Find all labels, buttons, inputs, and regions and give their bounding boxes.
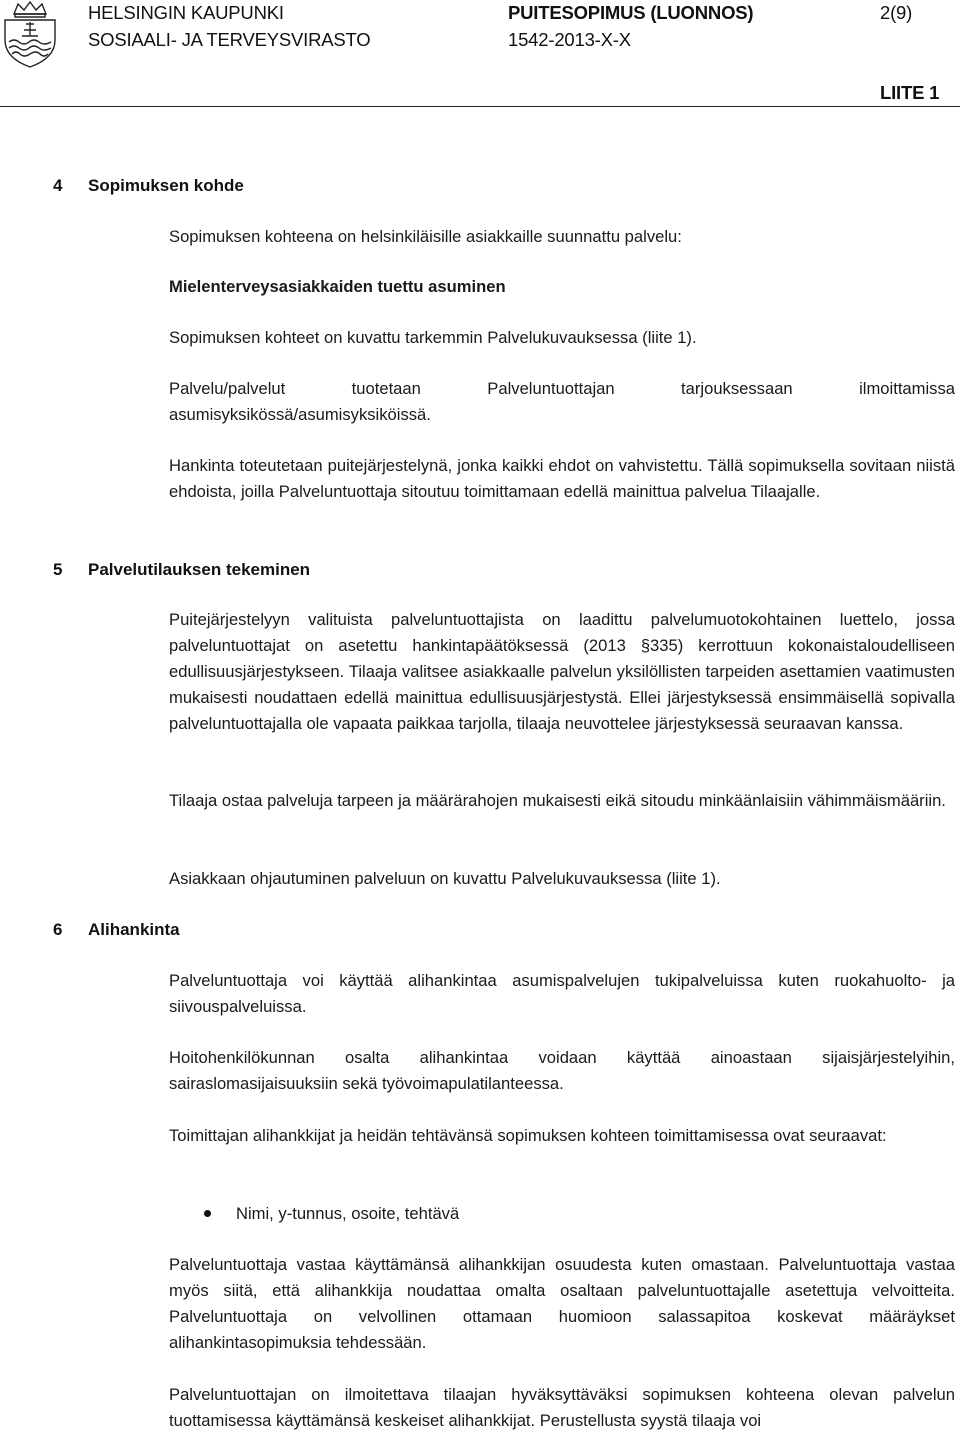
paragraph: Sopimuksen kohteet on kuvattu tarkemmin Palvelukuvauksessa (liite 1).: [169, 328, 697, 347]
paragraph: Tilaaja ostaa palveluja tarpeen ja määrärahojen mukaisesti eikä sitoudu minkäänlaisiin vähimmäismääriin.: [169, 791, 946, 810]
paragraph: Toimittajan alihankkijat ja heidän tehtävänsä sopimuksen kohteen toimittamisessa ovat seuraavat:: [169, 1126, 887, 1145]
page-number: 2(9): [880, 2, 913, 23]
paragraph: Sopimuksen kohteena on helsinkiläisille asiakkaille suunnattu palvelu:: [169, 227, 682, 246]
section-title: Palvelutilauksen tekeminen: [88, 560, 311, 579]
helsinki-coat-of-arms-logo: [0, 0, 60, 68]
header-org-line1: HELSINGIN KAUPUNKI: [88, 2, 284, 23]
section-title: Alihankinta: [88, 920, 180, 939]
paragraph: Puitejärjestelyyn valituista palveluntuottajista on laadittu palvelumuotokohtainen luettelo, jossa palveluntuottajat on asetettu hankintapäätöksessä (2013 §335) kerrottuun kokonaistaloudelliseen edullisuusjärjestykseen. Tilaaja valitsee asiakkaalle palvelun yksilöllisten tarpeiden asettamien vaatimusten mukaisesti noudattaen edellä mainittua edullisuusjärjestystä. Ellei järjestyksessä ensimmäisellä sopivalla palveluntuottajalla ole vapaata paikkaa tarjolla, tilaaja neuvottelee järjestyksessä seuraavan kanssa.: [169, 610, 955, 733]
service-name: Mielenterveysasiakkaiden tuettu asuminen: [169, 277, 506, 296]
appendix-label: LIITE 1: [880, 82, 940, 103]
section-number: 4: [53, 176, 63, 195]
bullet-item: Nimi, y-tunnus, osoite, tehtävä: [236, 1204, 460, 1223]
paragraph: Asiakkaan ohjautuminen palveluun on kuvattu Palvelukuvauksessa (liite 1).: [169, 869, 721, 888]
paragraph: Hoitohenkilökunnan osalta alihankintaa voidaan käyttää ainoastaan sijaisjärjestelyihin, sairaslomasijaisuuksiin sekä työvoimapulatilanteessa.: [169, 1048, 955, 1093]
document-number: 1542-2013-X-X: [508, 29, 631, 50]
section-title: Sopimuksen kohde: [88, 176, 244, 195]
paragraph: Palveluntuottaja vastaa käyttämänsä alihankkijan osuudesta kuten omastaan. Palveluntuottaja vastaa myös siitä, että alihankkija noudattaa omalta osaltaan palveluntuottajalle asetettuja velvoitteita. Palveluntuottaja on velvollinen ottamaan huomioon salassapitoa koskevat määräykset alihankintasopimuksia tehdessään.: [169, 1255, 955, 1352]
bullet-icon: [204, 1210, 211, 1217]
paragraph: Hankinta toteutetaan puitejärjestelynä, jonka kaikki ehdot on vahvistettu. Tällä sopimuksella sovitaan niistä ehdoista, joilla Palveluntuottaja sitoutuu toimittamaan edellä mainittua palvelua Tilaajalle.: [169, 456, 955, 501]
paragraph: Palveluntuottaja voi käyttää alihankintaa asumispalvelujen tukipalveluissa kuten ruokahuolto- ja siivouspalveluissa.: [169, 971, 955, 1016]
section-number: 5: [53, 560, 63, 579]
header-org-line2: SOSIAALI- JA TERVEYSVIRASTO: [88, 29, 371, 50]
document-title: PUITESOPIMUS (LUONNOS): [508, 2, 754, 23]
header-divider: [0, 106, 960, 107]
paragraph: Palveluntuottajan on ilmoitettava tilaajan hyväksyttäväksi sopimuksen kohteena olevan palvelun tuottamisessa käyttämänsä keskeiset alihankkijat. Perustellusta syystä tilaaja voi: [169, 1385, 955, 1430]
section-number: 6: [53, 920, 63, 939]
paragraph: Palvelu/palvelut tuotetaan Palveluntuottajan tarjouksessaan ilmoittamissa asumisyksikössä/asumisyksiköissä.: [169, 379, 955, 424]
